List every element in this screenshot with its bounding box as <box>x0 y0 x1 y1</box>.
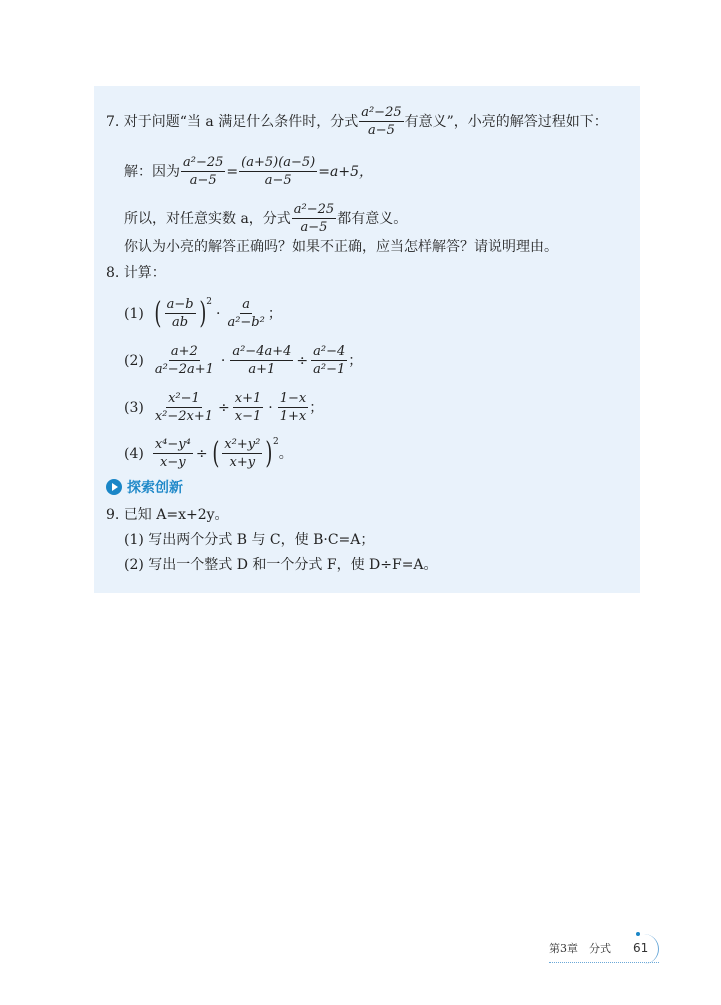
multiply-dot: · <box>220 352 226 369</box>
fraction <box>225 297 266 330</box>
fraction-denominator: a+1 <box>248 362 276 377</box>
q9-part-1: (1) 写出两个分式 B 与 C，使 B·C=A； <box>124 532 375 548</box>
fraction-numerator: x²+y² <box>224 437 261 452</box>
right-paren: ) <box>265 435 273 471</box>
part-label: (1) <box>124 305 144 322</box>
fraction-denominator: 1+x <box>279 409 307 424</box>
fraction <box>222 437 262 470</box>
q7-prefix: 7. 对于问题“当 a 满足什么条件时，分式 <box>106 113 359 130</box>
end-mark: ； <box>348 352 363 369</box>
divide-sign: ÷ <box>218 399 230 416</box>
divide-sign: ÷ <box>296 352 309 369</box>
fraction <box>311 344 347 377</box>
fraction-denominator: x+y <box>229 455 256 470</box>
fraction <box>153 344 216 377</box>
fraction <box>278 391 309 424</box>
divide-sign: ÷ <box>195 445 208 462</box>
conclusion-suffix: 都有意义。 <box>337 210 408 227</box>
fraction-denominator: a²−2a+1 <box>154 362 214 377</box>
chapter-label: 第3章 分式 <box>549 942 611 955</box>
right-paren: ) <box>198 295 206 331</box>
fraction-numerator: x²−1 <box>168 391 200 406</box>
solution-result: =a+5， <box>318 163 373 180</box>
solution-prefix: 解：因为 <box>124 163 180 180</box>
q7-solution-line <box>124 155 373 188</box>
q8-title: 8. 计算： <box>106 265 166 281</box>
q7-fraction <box>359 105 403 138</box>
fraction-denominator: a²−1 <box>313 362 346 377</box>
q7-suffix: 有意义”，小亮的解答过程如下： <box>404 113 608 130</box>
left-paren: ( <box>211 435 219 471</box>
end-mark: 。 <box>278 445 293 462</box>
fraction-numerator: a²−25 <box>361 105 402 120</box>
fraction-numerator: (a+5)(a−5) <box>241 155 316 170</box>
fraction-numerator: a²−25 <box>183 155 224 170</box>
part-label: (4) <box>124 445 144 462</box>
fraction-numerator: x⁴−y⁴ <box>154 437 191 452</box>
conclusion-fraction <box>292 202 336 235</box>
q7-line <box>106 105 608 138</box>
fraction-denominator: ab <box>172 315 189 330</box>
fraction <box>233 391 264 424</box>
q7-conclusion-line <box>124 202 407 235</box>
fraction-denominator: a−5 <box>367 123 395 138</box>
fraction-numerator: 1−x <box>279 391 307 406</box>
fraction-numerator: a²−4 <box>313 344 346 359</box>
fraction-denominator: x²−2x+1 <box>154 409 214 424</box>
fraction-denominator: x−1 <box>234 409 262 424</box>
part-label: (2) <box>124 352 144 369</box>
fraction <box>165 297 196 330</box>
q8-part-2 <box>124 344 362 377</box>
fraction-numerator: a−b <box>166 297 194 312</box>
fraction-numerator: a²−4a+4 <box>232 344 292 359</box>
exponent: 2 <box>206 296 212 307</box>
exponent: 2 <box>273 436 279 447</box>
q9-part-2: (2) 写出一个整式 D 和一个分式 F，使 D÷F=A。 <box>124 557 438 573</box>
fraction <box>153 437 193 470</box>
q8-part-1 <box>124 297 282 330</box>
fraction <box>153 391 215 424</box>
solution-fraction-2 <box>239 155 317 188</box>
equals-sign: = <box>226 163 239 180</box>
section-heading <box>106 477 183 497</box>
page-footer <box>549 940 648 956</box>
q7-question: 你认为小亮的解答正确吗？如果不正确，应当怎样解答？请说明理由。 <box>124 239 558 255</box>
fraction <box>230 344 293 377</box>
fraction-numerator: a+2 <box>170 344 198 359</box>
fraction-numerator: a²−25 <box>293 202 335 217</box>
end-mark: ； <box>267 305 282 322</box>
conclusion-prefix: 所以，对任意实数 a，分式 <box>124 210 291 227</box>
part-label: (3) <box>124 399 144 416</box>
fraction-denominator: a−5 <box>189 173 217 188</box>
fraction-numerator: x+1 <box>234 391 262 406</box>
fraction-denominator: a−5 <box>300 220 328 235</box>
q8-part-3 <box>124 391 323 424</box>
page-number: 61 <box>633 941 649 955</box>
end-mark: ； <box>309 399 324 416</box>
play-icon <box>106 479 122 495</box>
multiply-dot: · <box>268 399 273 416</box>
footer-rule <box>549 962 659 963</box>
q8-part-4 <box>124 437 293 470</box>
fraction-denominator: x−y <box>160 455 186 470</box>
fraction-denominator: a²−b² <box>227 315 265 330</box>
q9-title: 9. 已知 A=x+2y。 <box>106 507 229 523</box>
fraction-denominator: a−5 <box>264 173 292 188</box>
fraction-numerator: a <box>242 297 251 312</box>
section-title: 探索创新 <box>127 480 183 496</box>
left-paren: ( <box>154 295 162 331</box>
multiply-dot: · <box>215 305 221 322</box>
solution-fraction-1 <box>181 155 225 188</box>
